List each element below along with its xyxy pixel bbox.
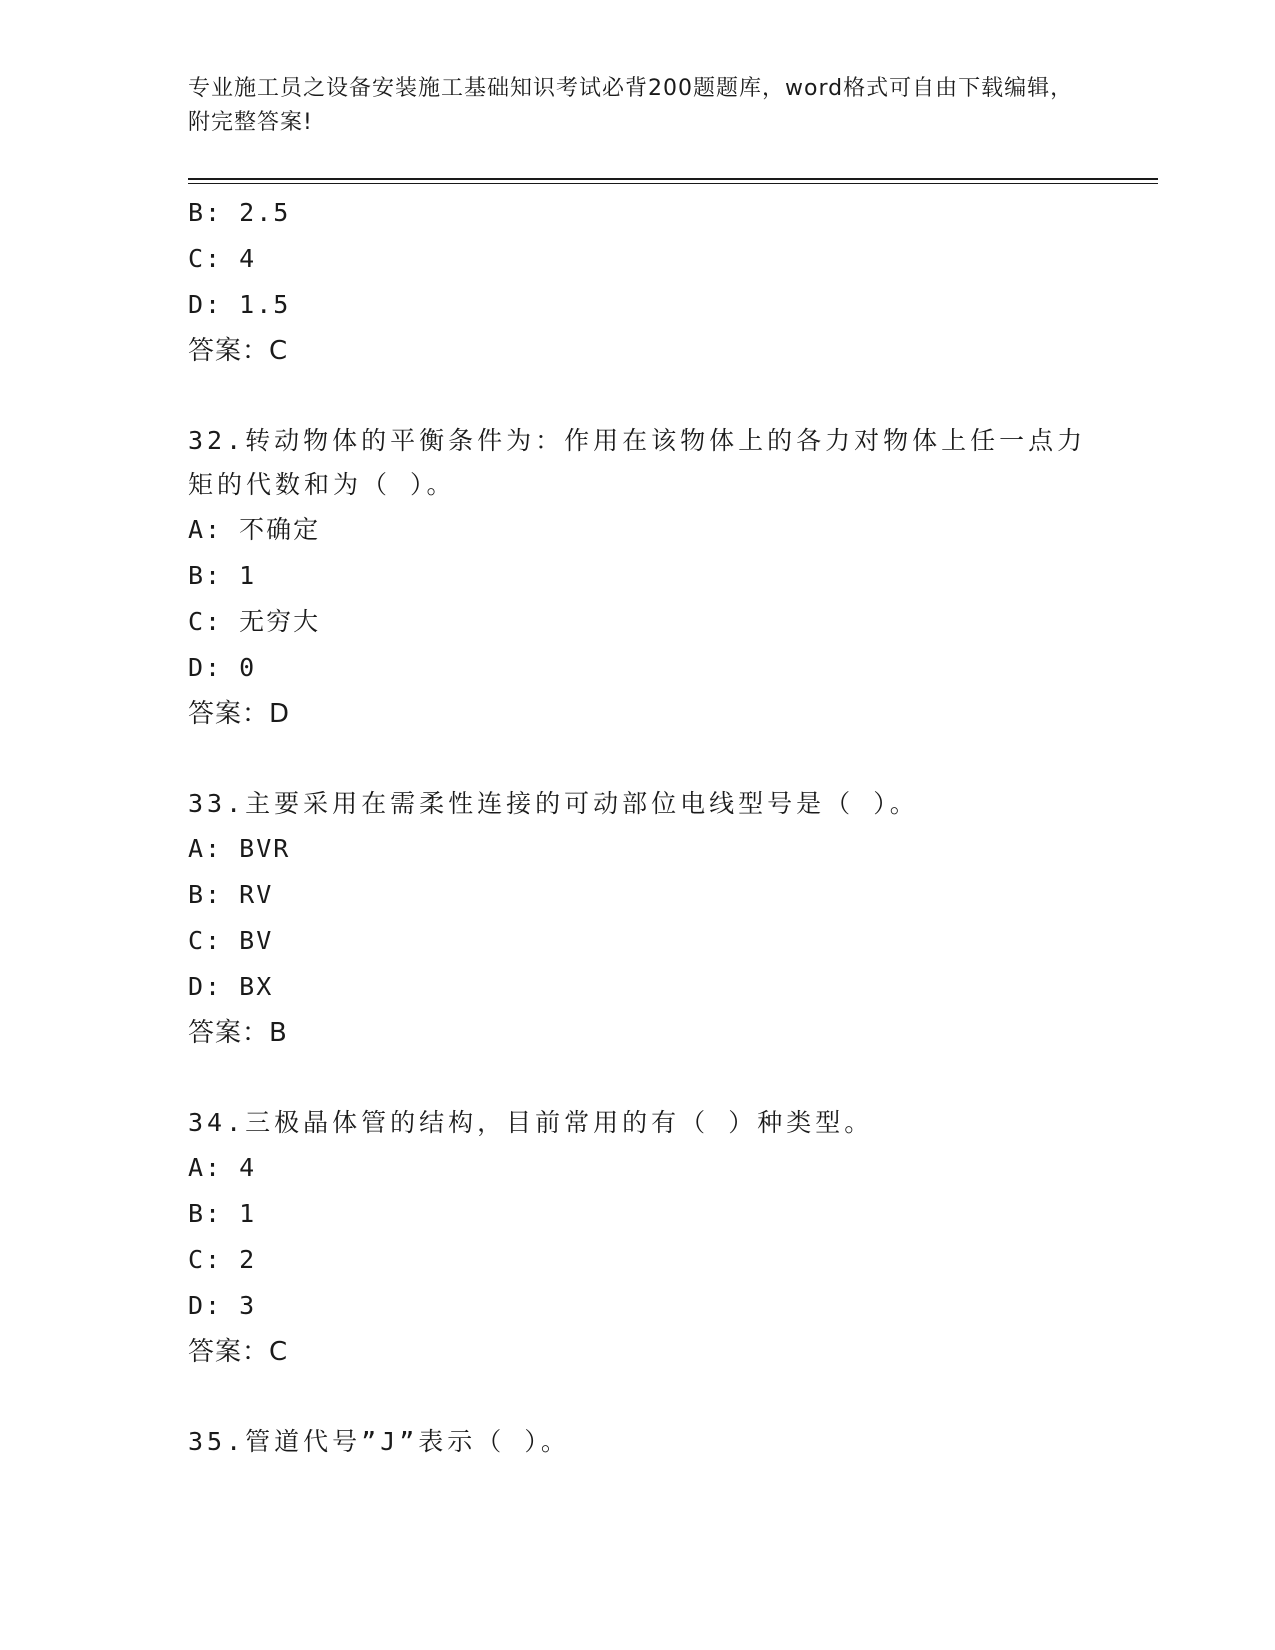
question-content	[188, 190, 1158, 1464]
option-line: D: BX	[188, 972, 274, 1001]
answer-line: 答案：C	[188, 1337, 289, 1367]
header-divider-thin	[188, 183, 1158, 184]
question-text: 32.转动物体的平衡条件为：作用在该物体上的各力对物体上任一点力矩的代数和为（ ）。	[188, 426, 1087, 499]
option-line: A: 不确定	[188, 515, 321, 544]
option-line: A: BVR	[188, 834, 291, 863]
option-line: B: 1	[188, 1199, 257, 1228]
question-text: 34.三极晶体管的结构，目前常用的有（ ）种类型。	[188, 1108, 874, 1137]
option-line: B: 2.5	[188, 198, 291, 227]
document-header-title: 专业施工员之设备安装施工基础知识考试必背200题题库，word格式可自由下载编辑，附完整答案!	[188, 76, 1074, 135]
option-line: D: 3	[188, 1291, 257, 1320]
answer-line: 答案：C	[188, 336, 289, 366]
option-line: C: 无穷大	[188, 607, 321, 636]
answer-line: 答案：D	[188, 699, 291, 729]
option-line: B: 1	[188, 561, 257, 590]
answer-line: 答案：B	[188, 1018, 288, 1048]
header-divider	[188, 178, 1158, 180]
question-text: 35.管道代号”J”表示（ ）。	[188, 1427, 570, 1456]
option-line: A: 4	[188, 1153, 257, 1182]
option-line: C: 2	[188, 1245, 257, 1274]
option-line: D: 1.5	[188, 290, 291, 319]
question-text: 33.主要采用在需柔性连接的可动部位电线型号是（ ）。	[188, 789, 919, 818]
option-line: D: 0	[188, 653, 257, 682]
option-line: C: 4	[188, 244, 257, 273]
option-line: C: BV	[188, 926, 274, 955]
option-line: B: RV	[188, 880, 274, 909]
